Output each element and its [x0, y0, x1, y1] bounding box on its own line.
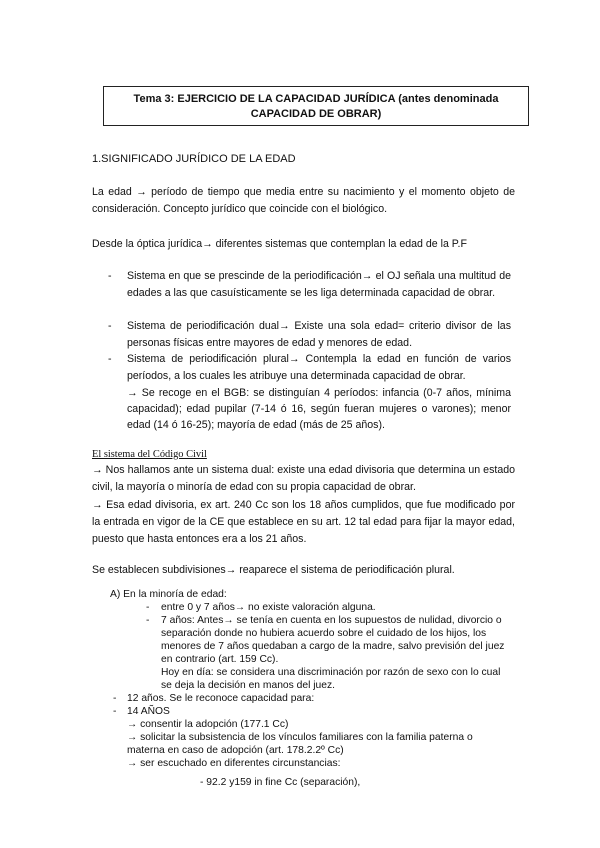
age14-item: → consentir la adopción (177.1 Cc) — [127, 719, 289, 730]
circumstance-item: - 92.2 y159 in fine Cc (separación), — [200, 777, 361, 788]
list-item: Sistema en que se prescinde de la periodificación→ el OJ señala una multitud de edades a las que casuísticamente se les liga determinada capacidad de obrar. — [127, 270, 511, 299]
civil-code-heading: El sistema del Código Civil — [92, 449, 207, 460]
section-heading: 1.SIGNIFICADO JURÍDICO DE LA EDAD — [92, 153, 296, 165]
sub-item: entre 0 y 7 años→ no existe valoración alguna. — [161, 602, 376, 613]
list-item: 14 AÑOS — [127, 706, 170, 717]
list-bullet: - — [108, 320, 112, 332]
bgb-note: → Se recoge en el BGB: se distinguían 4 períodos: infancia (0-7 años, mínima capacidad); edad pupilar (7-14 ó 16, según fueran mujeres o varones); menor edad (14 ó 16-25); mayoría de edad (más de 25 años). — [127, 387, 511, 431]
minority-heading: A) En la minoría de edad: — [110, 589, 227, 600]
list-item: Sistema de periodificación plural→ Contempla la edad en función de varios períodos, a los cuales les atribuye una determinada capacidad de obrar. — [127, 353, 511, 382]
list-item: Sistema de periodificación dual→ Existe una sola edad= criterio divisor de las personas físicas entre mayores de edad y menores de edad. — [127, 320, 511, 349]
sub-item: 7 años: Antes→ se tenía en cuenta en los supuestos de nulidad, divorcio o separación donde no hubiera acuerdo sobre el cuidado de los hijos, los menores de 7 años quedaban a cargo de la madre, salvo previsión del juez en contrario (art. 159 Cc). — [161, 615, 505, 665]
subdivisions-paragraph: Se establecen subdivisiones→ reaparece el sistema de periodificación plural. — [92, 564, 455, 576]
list-bullet: - — [108, 353, 112, 365]
list-item: 12 años. Se le reconoce capacidad para: — [127, 693, 315, 704]
title-line-2: CAPACIDAD DE OBRAR) — [250, 107, 382, 120]
perspective-paragraph: Desde la óptica jurídica→ diferentes sistemas que contemplan la edad de la P.F — [92, 238, 467, 250]
civil-code-paragraph: → Esa edad divisoria, ex art. 240 Cc son los 18 años cumplidos, que fue modificado por la entrada en vigor de la CE que establece en su art. 12 tal edad para fijar la mayor edad, puesto que hasta entonces era a los 21 años. — [92, 499, 515, 545]
civil-code-paragraph: → Nos hallamos ante un sistema dual: existe una edad divisoria que determina un estado civil, la mayoría o minoría de edad con su propia capacidad de obrar. — [92, 464, 515, 493]
sub-bullet: - — [146, 602, 150, 613]
list-bullet: - — [113, 706, 117, 717]
list-bullet: - — [113, 693, 117, 704]
list-bullet: - — [108, 270, 112, 282]
title-box — [103, 86, 529, 126]
title-line-1: Tema 3: EJERCICIO DE LA CAPACIDAD JURÍDICA (antes denominada — [133, 93, 499, 105]
age14-item: → ser escuchado en diferentes circunstancias: — [127, 758, 341, 769]
intro-paragraph: La edad → período de tiempo que media entre su nacimiento y el momento objeto de consideración. Concepto jurídico que coincide con el biológico. — [92, 186, 515, 215]
age14-item: → solicitar la subsistencia de los vínculos familiares con la familia paterna o materna en caso de adopción (art. 178.2.2º Cc) — [127, 732, 473, 756]
sub-bullet: - — [146, 615, 150, 626]
sub-item-note: Hoy en día: se considera una discriminación por razón de sexo con lo cual se deja la decisión en manos del juez. — [161, 667, 501, 691]
